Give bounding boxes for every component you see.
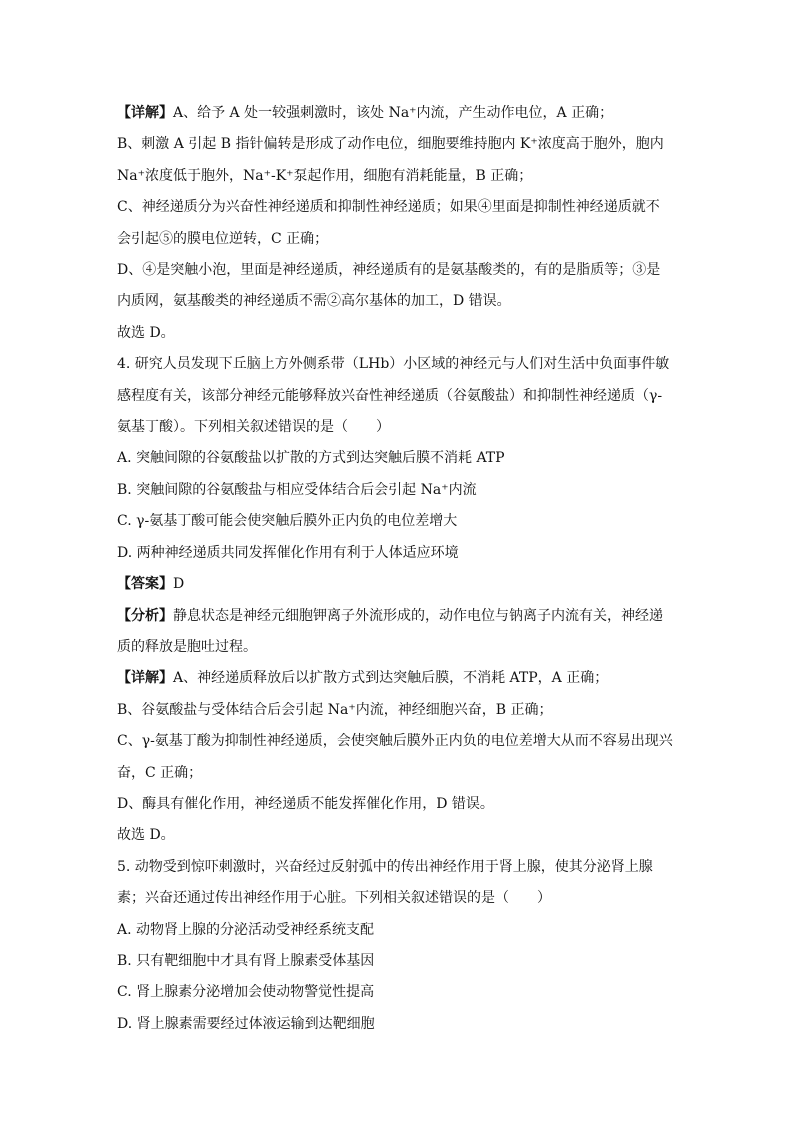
section-tag-fenxi: 【分析】 bbox=[117, 607, 173, 624]
detail-line-4 bbox=[117, 758, 677, 789]
line-text: 内质网，氨基酸类的神经递质不需②高尔基体的加工，D 错误。 bbox=[117, 293, 511, 310]
question-4-option-c bbox=[117, 506, 677, 537]
line-text: 5. 动物受到惊吓刺激时，兴奋经过反射弧中的传出神经作用于肾上腺，使其分泌肾上腺 bbox=[117, 858, 653, 875]
line-text: C、神经递质分为兴奋性神经递质和抑制性神经递质；如果④里面是抑制性神经递质就不 bbox=[117, 199, 660, 216]
line-text: A、给予 A 处一较强刺激时，该处 Na⁺内流，产生动作电位，A 正确； bbox=[173, 105, 614, 121]
section-tag-xiangjie: 【详解】 bbox=[117, 670, 173, 687]
question-4-option-d bbox=[117, 538, 677, 569]
line-text: Na⁺浓度低于胞外，Na⁺-K⁺泵起作用，细胞有消耗能量，B 正确； bbox=[117, 167, 533, 184]
line-text: A. 突触间隙的谷氨酸盐以扩散的方式到达突触后膜不消耗 ATP bbox=[117, 450, 505, 467]
analysis-line-1 bbox=[117, 601, 677, 632]
question-4-stem-2 bbox=[117, 381, 677, 412]
line-text: C、γ-氨基丁酸为抑制性神经递质，会使突触后膜外正内负的电位差增大从而不容易出现兴 bbox=[117, 733, 673, 750]
line-text: B、谷氨酸盐与受体结合后会引起 Na⁺内流，神经细胞兴奋，B 正确； bbox=[117, 701, 553, 718]
answer-line bbox=[117, 569, 677, 600]
line-text: 感程度有关，该部分神经元能够释放兴奋性神经递质（谷氨酸盐）和抑制性神经递质（γ- bbox=[117, 387, 663, 404]
detail-line-6 bbox=[117, 820, 677, 851]
line-text: C. γ-氨基丁酸可能会使突触后膜外正内负的电位差增大 bbox=[117, 513, 458, 530]
text-line-4 bbox=[117, 192, 677, 223]
line-text: C. 肾上腺素分泌增加会使动物警觉性提高 bbox=[117, 984, 375, 1001]
line-text: D、④是突触小泡，里面是神经递质，神经递质有的是氨基酸类的，有的是脂质等；③是 bbox=[117, 262, 661, 279]
line-text: 素；兴奋还通过传出神经作用于心脏。下列相关叙述错误的是（ ） bbox=[117, 890, 551, 907]
line-text: D bbox=[173, 576, 185, 593]
question-5-option-b bbox=[117, 946, 677, 977]
question-4-option-a bbox=[117, 443, 677, 474]
question-5-stem-2 bbox=[117, 883, 677, 914]
question-4-option-b bbox=[117, 475, 677, 506]
detail-line-5 bbox=[117, 789, 677, 820]
line-text: B. 只有靶细胞中才具有肾上腺素受体基因 bbox=[117, 952, 375, 969]
question-5-option-a bbox=[117, 915, 677, 946]
section-tag-xiangjie: 【详解】 bbox=[117, 105, 173, 121]
line-text: 奋，C 正确； bbox=[117, 764, 203, 781]
line-text: 静息状态是神经元细胞钾离子外流形成的，动作电位与钠离子内流有关，神经递 bbox=[173, 607, 663, 624]
section-tag-daan: 【答案】 bbox=[117, 576, 173, 593]
line-text: 会引起⑤的膜电位逆转，C 正确； bbox=[117, 230, 329, 247]
text-line-7 bbox=[117, 286, 677, 317]
line-text: 故选 D。 bbox=[117, 827, 175, 844]
detail-line-1 bbox=[117, 663, 677, 694]
line-text: D、酶具有催化作用，神经递质不能发挥催化作用，D 错误。 bbox=[117, 795, 494, 812]
line-text: D. 两种神经递质共同发挥催化作用有利于人体适应环境 bbox=[117, 544, 459, 561]
detail-line-3 bbox=[117, 726, 677, 757]
line-text: A、神经递质释放后以扩散方式到达突触后膜，不消耗 ATP，A 正确； bbox=[173, 670, 609, 687]
question-5-option-d bbox=[117, 1009, 677, 1040]
text-line-3 bbox=[117, 161, 677, 192]
line-text: 氨基丁酸）。下列相关叙述错误的是（ ） bbox=[117, 419, 390, 436]
line-text: D. 肾上腺素需要经过体液运输到达靶细胞 bbox=[117, 1015, 375, 1032]
line-text: 4. 研究人员发现下丘脑上方外侧系带（LHb）小区域的神经元与人们对生活中负面事件敏 bbox=[117, 356, 670, 373]
question-4-stem-3 bbox=[117, 412, 677, 443]
document-page bbox=[117, 98, 677, 1040]
question-5-stem-1 bbox=[117, 852, 677, 883]
line-text: B、刺激 A 引起 B 指针偏转是形成了动作电位，细胞要维持胞内 K⁺浓度高于胞外，胞内 bbox=[117, 136, 664, 153]
text-line-6 bbox=[117, 255, 677, 286]
text-line-5 bbox=[117, 224, 677, 255]
line-text: A. 动物肾上腺的分泌活动受神经系统支配 bbox=[117, 921, 375, 938]
analysis-line-2 bbox=[117, 632, 677, 663]
question-4-stem-1 bbox=[117, 349, 677, 380]
question-5-option-c bbox=[117, 977, 677, 1008]
text-line-8 bbox=[117, 318, 677, 349]
line-text: B. 突触间隙的谷氨酸盐与相应受体结合后会引起 Na⁺内流 bbox=[117, 481, 477, 498]
detail-line-2 bbox=[117, 695, 677, 726]
text-line-1 bbox=[117, 98, 677, 129]
line-text: 故选 D。 bbox=[117, 324, 175, 341]
line-text: 质的释放是胞吐过程。 bbox=[117, 638, 257, 655]
text-line-2 bbox=[117, 129, 677, 160]
